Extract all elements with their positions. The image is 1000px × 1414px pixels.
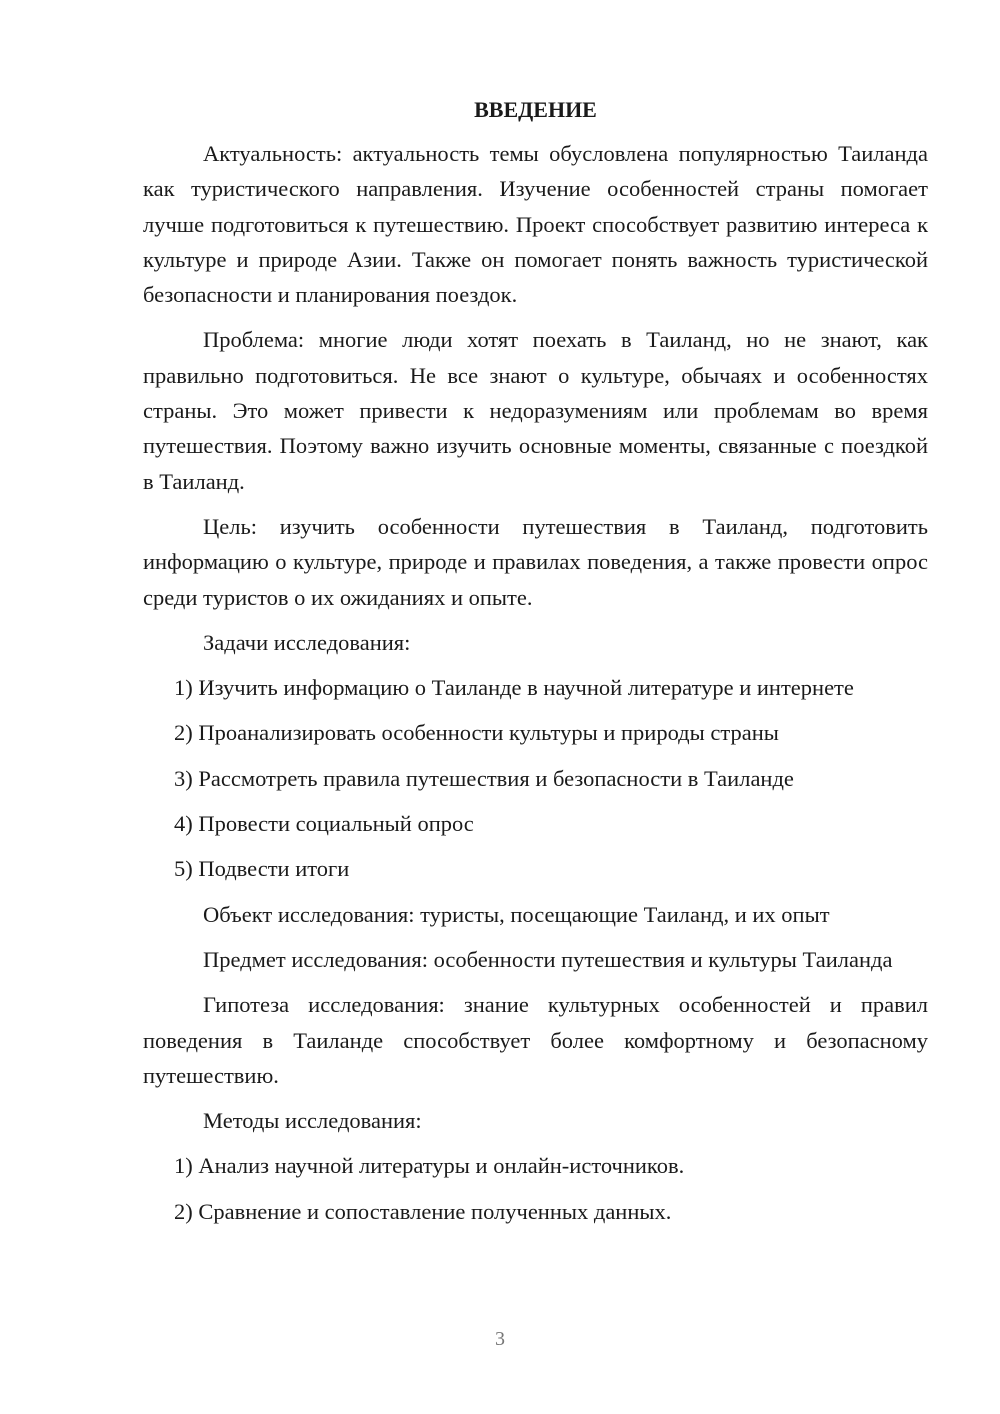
list-item: 1) Изучить информацию о Таиланде в научной литературе и интернете bbox=[174, 675, 854, 701]
tasks-heading: Задачи исследования: bbox=[203, 629, 411, 655]
page-number: 3 bbox=[495, 1328, 505, 1350]
list-item: 4) Провести социальный опрос bbox=[174, 811, 474, 837]
list-item: 2) Сравнение и сопоставление полученных данных. bbox=[174, 1198, 672, 1224]
list-item: 1) Анализ научной литературы и онлайн-источников. bbox=[174, 1153, 685, 1179]
goal-paragraph: Цель: изучить особенности путешествия в Таиланд, подготовить информацию о культуре, природе и правилах поведения, а также провести опрос среди туристов о их ожиданиях и опыте. bbox=[143, 513, 928, 610]
section-title: ВВЕДЕНИЕ bbox=[474, 97, 597, 122]
document-page bbox=[143, 92, 928, 1239]
subject-paragraph: Предмет исследования: особенности путешествия и культуры Таиланда bbox=[203, 946, 893, 972]
list-item: 3) Рассмотреть правила путешествия и безопасности в Таиланде bbox=[174, 765, 794, 791]
methods-heading: Методы исследования: bbox=[203, 1108, 422, 1134]
list-item: 2) Проанализировать особенности культуры и природы страны bbox=[174, 720, 779, 746]
list-item: 5) Подвести итоги bbox=[174, 856, 350, 882]
tasks-list bbox=[143, 670, 928, 886]
hypothesis-paragraph: Гипотеза исследования: знание культурных особенностей и правил поведения в Таиланде способствует более комфортному и безопасному путешествию. bbox=[143, 992, 928, 1088]
object-paragraph: Объект исследования: туристы, посещающие Таиланд, и их опыт bbox=[203, 901, 830, 927]
methods-list bbox=[143, 1148, 928, 1229]
problem-paragraph: Проблема: многие люди хотят поехать в Таиланд, но не знают, как правильно подготовиться. Не все знают о культуре, обычаях и особенностях страны. Это может привести к недоразумениям или проблемам во время путешествия. Поэтому важно изучить основные моменты, связанные с поездкой в Таиланд. bbox=[143, 327, 928, 494]
relevance-paragraph: Актуальность: актуальность темы обусловлена популярностью Таиланда как туристического направления. Изучение особенностей страны помогает лучше подготовиться к путешествию. Проект способствует развитию интереса к культуре и природе Азии. Также он помогает понять важность туристической безопасности и планирования поездок. bbox=[143, 141, 928, 308]
